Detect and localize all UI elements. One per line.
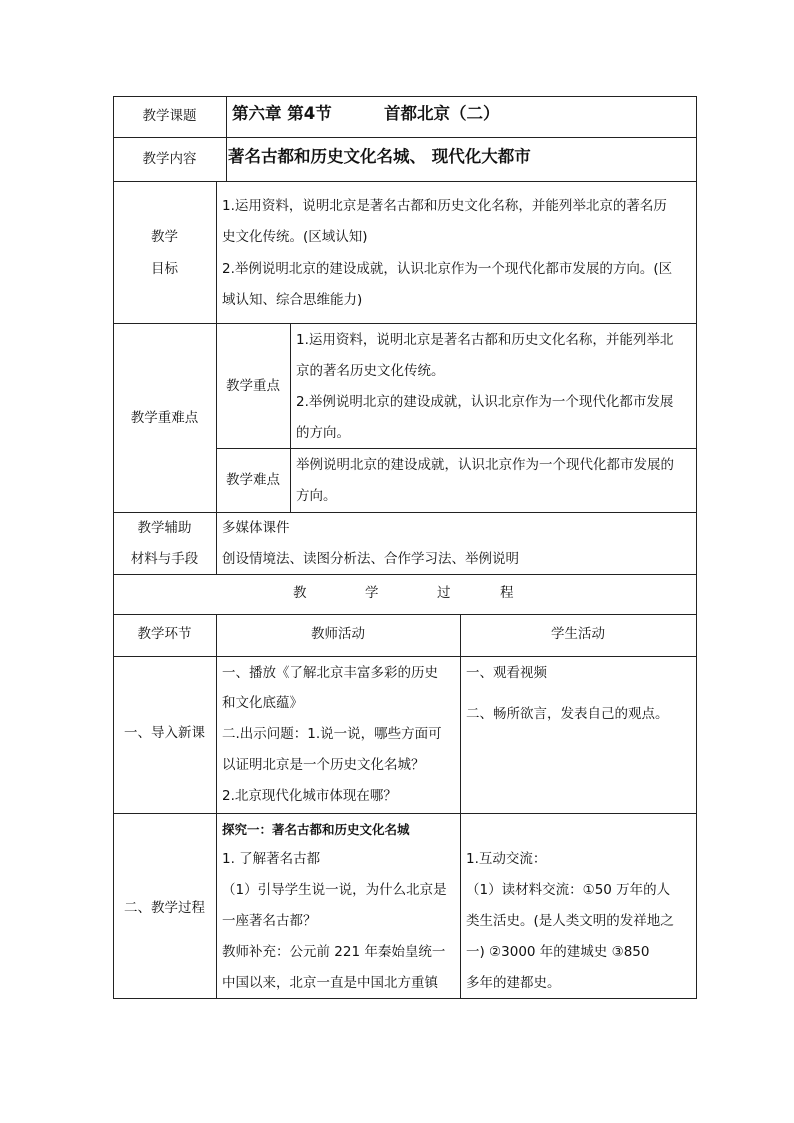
rule (113, 813, 697, 814)
explore-heading: 探究一：著名古都和历史文化名城 (222, 822, 410, 837)
key-label: 教学重点 (226, 378, 280, 394)
stage-2-student-line: 类生活史。(是人类文明的发祥地之 (466, 913, 674, 929)
stage-2-student-line: 1.互动交流： (466, 851, 547, 867)
stage-1-teacher-line: 和文化底蕴》 (222, 695, 303, 711)
key-point-1: 京的著名历史文化传统。 (296, 363, 445, 379)
stage-1-student-line: 二、畅所欲言，发表自己的观点。 (466, 706, 669, 722)
goal-item-1: 1.运用资料，说明北京是著名古都和历史文化名称，并能列举北京的著名历 (222, 198, 667, 214)
rule (113, 614, 697, 615)
rule (113, 574, 697, 575)
aid-label: 材料与手段 (130, 551, 199, 567)
stage-1-teacher-line: 二.出示问题：1.说一说，哪些方面可 (222, 726, 442, 742)
topic-label: 教学课题 (142, 108, 197, 124)
stage-1-label: 一、导入新课 (124, 725, 205, 741)
stage-2-student-line: 多年的建都史。 (466, 975, 561, 991)
rule (226, 96, 227, 181)
goal-label: 目标 (151, 261, 178, 277)
diff-label: 教学难点 (226, 472, 280, 488)
rule (113, 512, 697, 513)
goal-item-1: 史文化传统。(区域认知) (222, 229, 368, 245)
stage-1-student-line: 一、观看视频 (466, 665, 547, 681)
rule (290, 323, 291, 512)
stage-2-teacher-line: 教师补充：公元前 221 年秦始皇统一 (222, 944, 446, 960)
goal-item-2: 2.举例说明北京的建设成就，认识北京作为一个现代化都市发展的方向。(区 (222, 261, 673, 277)
rule (216, 448, 697, 449)
rule (460, 614, 461, 999)
stage-2-teacher-line: （1）引导学生说一说，为什么北京是 (222, 882, 447, 898)
chapter-number: 第六章 第4节 (232, 104, 332, 123)
goal-item-2: 域认知、综合思维能力) (222, 292, 363, 308)
topic-title: 首都北京（二） (384, 104, 500, 123)
diff-point: 方向。 (296, 488, 337, 504)
stage-1-teacher-line: 2.北京现代化城市体现在哪？ (222, 788, 397, 804)
key-point-2: 2.举例说明北京的建设成就，认识北京作为一个现代化都市发展 (296, 394, 674, 410)
aid-label: 教学辅助 (137, 520, 192, 536)
process-heading-char: 过 (437, 585, 451, 601)
stage-1-teacher-line: 一、播放《了解北京丰富多彩的历史 (222, 665, 438, 681)
keydiff-label: 教学重难点 (130, 410, 199, 426)
key-point-2: 的方向。 (296, 425, 350, 441)
stage-2-student-line: 一) ②3000 年的建城史 ③850 (466, 944, 650, 960)
aid-material: 多媒体课件 (222, 520, 290, 536)
stage-2-student-line: （1）读材料交流：①50 万年的人 (466, 882, 671, 898)
rule (216, 614, 217, 999)
stage-2-teacher-line: 一座著名古都？ (222, 913, 317, 929)
col-student-header: 学生活动 (551, 626, 605, 642)
content-label: 教学内容 (142, 151, 197, 167)
rule (113, 96, 697, 97)
aid-methods: 创设情境法、读图分析法、合作学习法、举例说明 (222, 551, 519, 567)
content-value: 著名古都和历史文化名城、 现代化大都市 (228, 147, 531, 166)
key-point-1: 1.运用资料，说明北京是著名古都和历史文化名称，并能列举北 (296, 332, 674, 348)
rule (113, 998, 697, 999)
stage-2-teacher-line: 1. 了解著名古都 (222, 851, 321, 867)
rule (113, 656, 697, 657)
process-heading-char: 学 (365, 585, 379, 601)
col-teacher-header: 教师活动 (311, 626, 365, 642)
rule (113, 323, 697, 324)
rule (113, 181, 697, 182)
diff-point: 举例说明北京的建设成就，认识北京作为一个现代化都市发展的 (296, 457, 674, 473)
process-heading-char: 程 (500, 585, 514, 601)
col-stage-header: 教学环节 (137, 626, 192, 642)
rule (113, 137, 697, 138)
stage-2-teacher-line: 中国以来，北京一直是中国北方重镇 (222, 975, 438, 991)
process-heading-char: 教 (293, 585, 307, 601)
stage-1-teacher-line: 以证明北京是一个历史文化名城？ (222, 757, 425, 773)
goal-label: 教学 (151, 229, 178, 245)
rule (696, 96, 697, 999)
stage-2-label: 二、教学过程 (124, 900, 205, 916)
